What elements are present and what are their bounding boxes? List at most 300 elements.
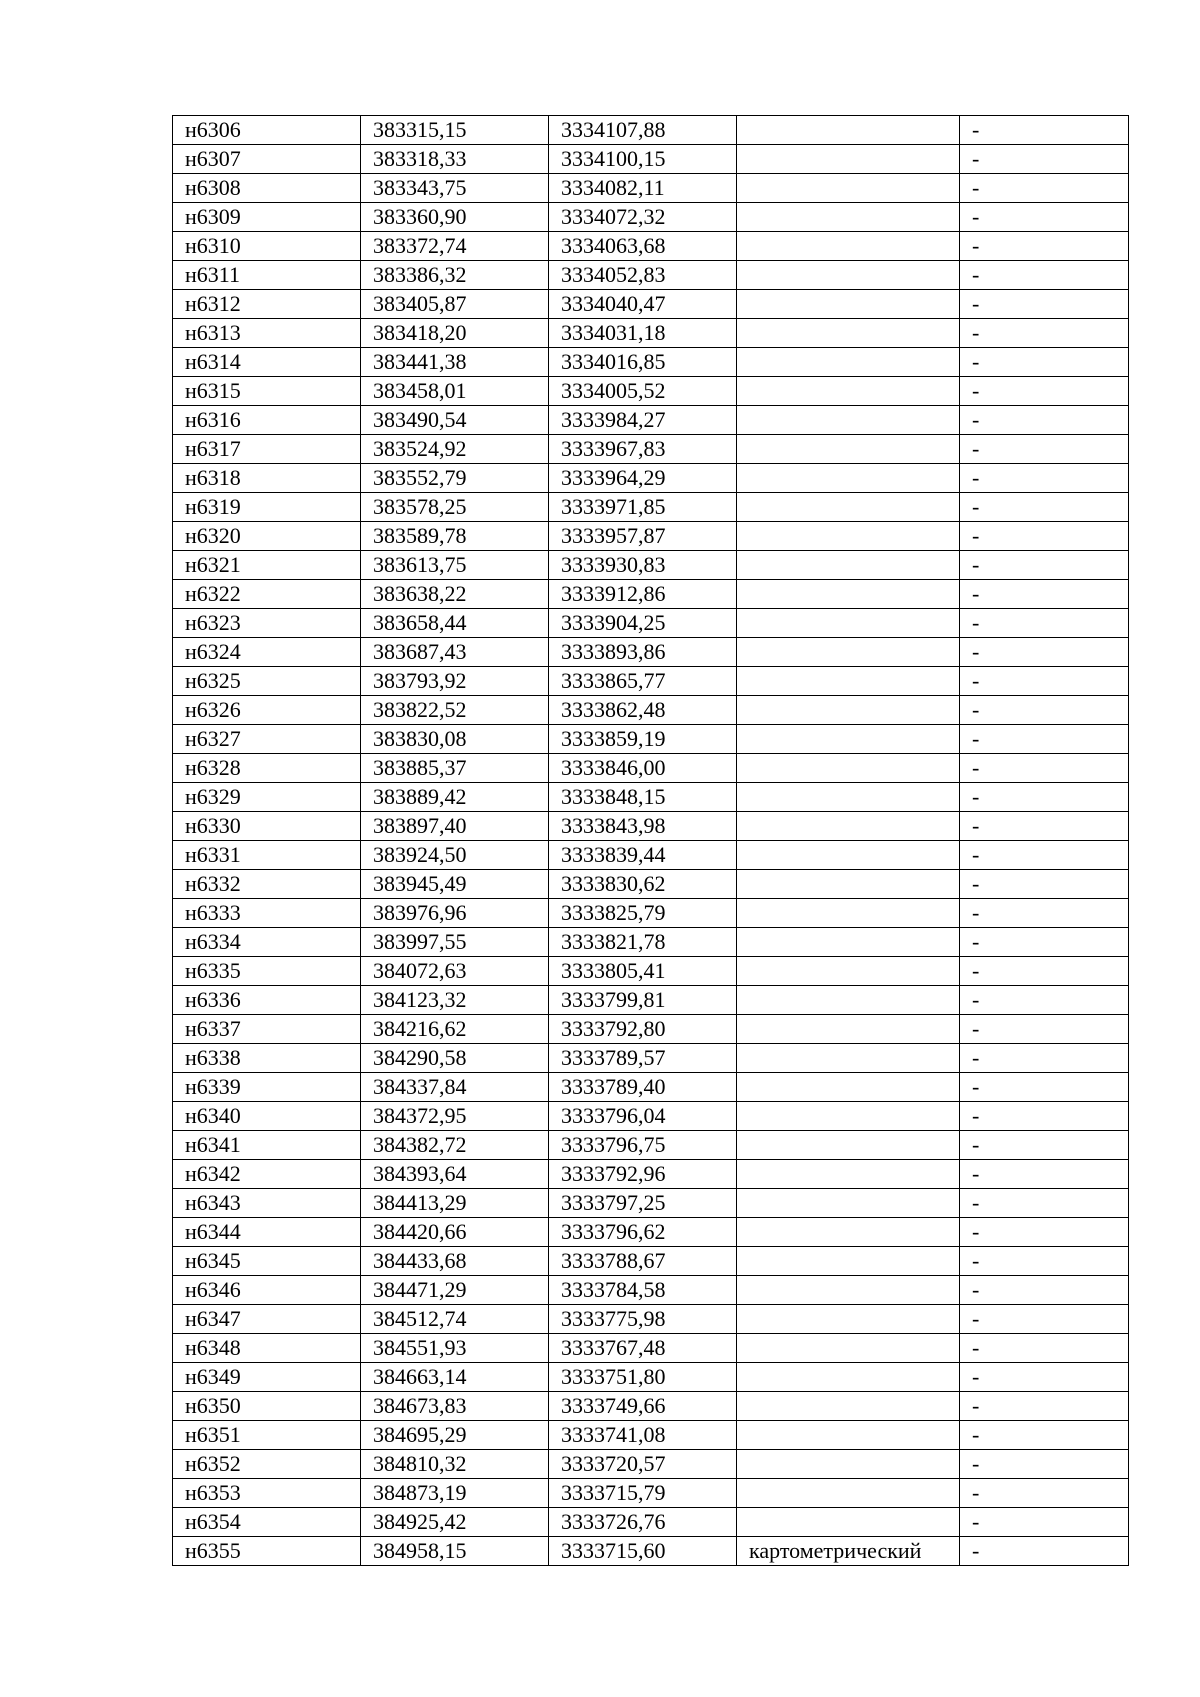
error-cell: - bbox=[960, 1247, 1129, 1276]
y-coordinate-cell: 3333964,29 bbox=[549, 464, 737, 493]
x-coordinate-cell: 384413,29 bbox=[361, 1189, 549, 1218]
table-row bbox=[173, 870, 1129, 899]
x-coordinate-cell: 383897,40 bbox=[361, 812, 549, 841]
error-cell: - bbox=[960, 725, 1129, 754]
point-id-cell: н6311 bbox=[173, 261, 361, 290]
table-row bbox=[173, 1421, 1129, 1450]
table-row bbox=[173, 1450, 1129, 1479]
x-coordinate-cell: 383976,96 bbox=[361, 899, 549, 928]
y-coordinate-cell: 3333797,25 bbox=[549, 1189, 737, 1218]
y-coordinate-cell: 3333930,83 bbox=[549, 551, 737, 580]
method-cell bbox=[737, 464, 960, 493]
error-cell: - bbox=[960, 870, 1129, 899]
table-row bbox=[173, 1247, 1129, 1276]
x-coordinate-cell: 384873,19 bbox=[361, 1479, 549, 1508]
point-id-cell: н6351 bbox=[173, 1421, 361, 1450]
x-coordinate-cell: 384810,32 bbox=[361, 1450, 549, 1479]
x-coordinate-cell: 383997,55 bbox=[361, 928, 549, 957]
y-coordinate-cell: 3333859,19 bbox=[549, 725, 737, 754]
point-id-cell: н6337 bbox=[173, 1015, 361, 1044]
y-coordinate-cell: 3334052,83 bbox=[549, 261, 737, 290]
table-row bbox=[173, 435, 1129, 464]
y-coordinate-cell: 3333775,98 bbox=[549, 1305, 737, 1334]
y-coordinate-cell: 3333715,60 bbox=[549, 1537, 737, 1566]
table-row bbox=[173, 667, 1129, 696]
error-cell: - bbox=[960, 406, 1129, 435]
method-cell bbox=[737, 1508, 960, 1537]
method-cell bbox=[737, 493, 960, 522]
error-cell: - bbox=[960, 203, 1129, 232]
table-row bbox=[173, 1015, 1129, 1044]
method-cell bbox=[737, 203, 960, 232]
point-id-cell: н6355 bbox=[173, 1537, 361, 1566]
error-cell: - bbox=[960, 1276, 1129, 1305]
method-cell bbox=[737, 522, 960, 551]
table-row bbox=[173, 551, 1129, 580]
error-cell: - bbox=[960, 1334, 1129, 1363]
y-coordinate-cell: 3334040,47 bbox=[549, 290, 737, 319]
point-id-cell: н6338 bbox=[173, 1044, 361, 1073]
table-row bbox=[173, 928, 1129, 957]
table-row bbox=[173, 1102, 1129, 1131]
x-coordinate-cell: 384123,32 bbox=[361, 986, 549, 1015]
table-row bbox=[173, 261, 1129, 290]
point-id-cell: н6323 bbox=[173, 609, 361, 638]
table-row bbox=[173, 174, 1129, 203]
point-id-cell: н6331 bbox=[173, 841, 361, 870]
y-coordinate-cell: 3333796,62 bbox=[549, 1218, 737, 1247]
point-id-cell: н6354 bbox=[173, 1508, 361, 1537]
table-row bbox=[173, 319, 1129, 348]
error-cell: - bbox=[960, 1131, 1129, 1160]
error-cell: - bbox=[960, 609, 1129, 638]
error-cell: - bbox=[960, 986, 1129, 1015]
x-coordinate-cell: 384290,58 bbox=[361, 1044, 549, 1073]
method-cell bbox=[737, 1044, 960, 1073]
method-cell bbox=[737, 290, 960, 319]
y-coordinate-cell: 3334005,52 bbox=[549, 377, 737, 406]
method-cell bbox=[737, 232, 960, 261]
method-cell bbox=[737, 174, 960, 203]
point-id-cell: н6317 bbox=[173, 435, 361, 464]
method-cell bbox=[737, 319, 960, 348]
y-coordinate-cell: 3333848,15 bbox=[549, 783, 737, 812]
table-row bbox=[173, 116, 1129, 145]
x-coordinate-cell: 383318,33 bbox=[361, 145, 549, 174]
point-id-cell: н6324 bbox=[173, 638, 361, 667]
y-coordinate-cell: 3333792,80 bbox=[549, 1015, 737, 1044]
x-coordinate-cell: 383793,92 bbox=[361, 667, 549, 696]
y-coordinate-cell: 3333984,27 bbox=[549, 406, 737, 435]
point-id-cell: н6339 bbox=[173, 1073, 361, 1102]
error-cell: - bbox=[960, 493, 1129, 522]
method-cell bbox=[737, 261, 960, 290]
method-cell bbox=[737, 1305, 960, 1334]
point-id-cell: н6341 bbox=[173, 1131, 361, 1160]
method-cell bbox=[737, 1247, 960, 1276]
point-id-cell: н6349 bbox=[173, 1363, 361, 1392]
point-id-cell: н6342 bbox=[173, 1160, 361, 1189]
y-coordinate-cell: 3333971,85 bbox=[549, 493, 737, 522]
point-id-cell: н6332 bbox=[173, 870, 361, 899]
table-row bbox=[173, 493, 1129, 522]
error-cell: - bbox=[960, 899, 1129, 928]
x-coordinate-cell: 384420,66 bbox=[361, 1218, 549, 1247]
error-cell: - bbox=[960, 435, 1129, 464]
method-cell bbox=[737, 406, 960, 435]
method-cell bbox=[737, 667, 960, 696]
table-row bbox=[173, 1131, 1129, 1160]
table-row bbox=[173, 638, 1129, 667]
point-id-cell: н6329 bbox=[173, 783, 361, 812]
x-coordinate-cell: 383343,75 bbox=[361, 174, 549, 203]
point-id-cell: н6328 bbox=[173, 754, 361, 783]
x-coordinate-cell: 383687,43 bbox=[361, 638, 549, 667]
method-cell bbox=[737, 1392, 960, 1421]
y-coordinate-cell: 3333912,86 bbox=[549, 580, 737, 609]
y-coordinate-cell: 3334031,18 bbox=[549, 319, 737, 348]
point-id-cell: н6345 bbox=[173, 1247, 361, 1276]
table-row bbox=[173, 290, 1129, 319]
point-id-cell: н6321 bbox=[173, 551, 361, 580]
point-id-cell: н6312 bbox=[173, 290, 361, 319]
method-cell bbox=[737, 928, 960, 957]
x-coordinate-cell: 384551,93 bbox=[361, 1334, 549, 1363]
x-coordinate-cell: 383822,52 bbox=[361, 696, 549, 725]
x-coordinate-cell: 383405,87 bbox=[361, 290, 549, 319]
table-row bbox=[173, 580, 1129, 609]
point-id-cell: н6326 bbox=[173, 696, 361, 725]
y-coordinate-cell: 3334016,85 bbox=[549, 348, 737, 377]
method-cell bbox=[737, 870, 960, 899]
x-coordinate-cell: 383589,78 bbox=[361, 522, 549, 551]
x-coordinate-cell: 384663,14 bbox=[361, 1363, 549, 1392]
method-cell bbox=[737, 638, 960, 667]
x-coordinate-cell: 383552,79 bbox=[361, 464, 549, 493]
table-row bbox=[173, 1392, 1129, 1421]
y-coordinate-cell: 3333843,98 bbox=[549, 812, 737, 841]
error-cell: - bbox=[960, 464, 1129, 493]
y-coordinate-cell: 3333726,76 bbox=[549, 1508, 737, 1537]
table-row bbox=[173, 957, 1129, 986]
table-row bbox=[173, 203, 1129, 232]
table-row bbox=[173, 377, 1129, 406]
method-cell bbox=[737, 1479, 960, 1508]
error-cell: - bbox=[960, 928, 1129, 957]
method-cell bbox=[737, 1131, 960, 1160]
y-coordinate-cell: 3333893,86 bbox=[549, 638, 737, 667]
error-cell: - bbox=[960, 1421, 1129, 1450]
method-cell bbox=[737, 1363, 960, 1392]
point-id-cell: н6330 bbox=[173, 812, 361, 841]
point-id-cell: н6325 bbox=[173, 667, 361, 696]
point-id-cell: н6336 bbox=[173, 986, 361, 1015]
point-id-cell: н6315 bbox=[173, 377, 361, 406]
y-coordinate-cell: 3333839,44 bbox=[549, 841, 737, 870]
table-row bbox=[173, 609, 1129, 638]
error-cell: - bbox=[960, 145, 1129, 174]
point-id-cell: н6306 bbox=[173, 116, 361, 145]
x-coordinate-cell: 383372,74 bbox=[361, 232, 549, 261]
y-coordinate-cell: 3333789,57 bbox=[549, 1044, 737, 1073]
x-coordinate-cell: 383613,75 bbox=[361, 551, 549, 580]
y-coordinate-cell: 3334082,11 bbox=[549, 174, 737, 203]
x-coordinate-cell: 383418,20 bbox=[361, 319, 549, 348]
point-id-cell: н6313 bbox=[173, 319, 361, 348]
table-row bbox=[173, 406, 1129, 435]
x-coordinate-cell: 384393,64 bbox=[361, 1160, 549, 1189]
point-id-cell: н6348 bbox=[173, 1334, 361, 1363]
method-cell bbox=[737, 377, 960, 406]
x-coordinate-cell: 384512,74 bbox=[361, 1305, 549, 1334]
table-row bbox=[173, 812, 1129, 841]
x-coordinate-cell: 384958,15 bbox=[361, 1537, 549, 1566]
method-cell bbox=[737, 696, 960, 725]
x-coordinate-cell: 384216,62 bbox=[361, 1015, 549, 1044]
x-coordinate-cell: 383490,54 bbox=[361, 406, 549, 435]
method-cell bbox=[737, 1189, 960, 1218]
x-coordinate-cell: 383830,08 bbox=[361, 725, 549, 754]
table-row bbox=[173, 232, 1129, 261]
table-row bbox=[173, 754, 1129, 783]
y-coordinate-cell: 3333767,48 bbox=[549, 1334, 737, 1363]
table-row bbox=[173, 725, 1129, 754]
point-id-cell: н6310 bbox=[173, 232, 361, 261]
y-coordinate-cell: 3334100,15 bbox=[549, 145, 737, 174]
table-row bbox=[173, 1044, 1129, 1073]
error-cell: - bbox=[960, 1073, 1129, 1102]
error-cell: - bbox=[960, 783, 1129, 812]
point-id-cell: н6318 bbox=[173, 464, 361, 493]
table-row bbox=[173, 1160, 1129, 1189]
error-cell: - bbox=[960, 1479, 1129, 1508]
y-coordinate-cell: 3333792,96 bbox=[549, 1160, 737, 1189]
y-coordinate-cell: 3333904,25 bbox=[549, 609, 737, 638]
point-id-cell: н6319 bbox=[173, 493, 361, 522]
y-coordinate-cell: 3333796,04 bbox=[549, 1102, 737, 1131]
table-row bbox=[173, 1479, 1129, 1508]
y-coordinate-cell: 3334072,32 bbox=[549, 203, 737, 232]
error-cell: - bbox=[960, 1305, 1129, 1334]
error-cell: - bbox=[960, 841, 1129, 870]
y-coordinate-cell: 3333865,77 bbox=[549, 667, 737, 696]
y-coordinate-cell: 3333715,79 bbox=[549, 1479, 737, 1508]
error-cell: - bbox=[960, 1450, 1129, 1479]
error-cell: - bbox=[960, 522, 1129, 551]
method-cell bbox=[737, 754, 960, 783]
table-row bbox=[173, 145, 1129, 174]
method-cell bbox=[737, 1102, 960, 1131]
table-row bbox=[173, 1276, 1129, 1305]
error-cell: - bbox=[960, 957, 1129, 986]
method-cell bbox=[737, 1276, 960, 1305]
point-id-cell: н6350 bbox=[173, 1392, 361, 1421]
point-id-cell: н6346 bbox=[173, 1276, 361, 1305]
x-coordinate-cell: 383386,32 bbox=[361, 261, 549, 290]
x-coordinate-cell: 383360,90 bbox=[361, 203, 549, 232]
point-id-cell: н6343 bbox=[173, 1189, 361, 1218]
table-row bbox=[173, 1189, 1129, 1218]
x-coordinate-cell: 383945,49 bbox=[361, 870, 549, 899]
error-cell: - bbox=[960, 1189, 1129, 1218]
table-row bbox=[173, 348, 1129, 377]
y-coordinate-cell: 3333784,58 bbox=[549, 1276, 737, 1305]
method-cell bbox=[737, 1334, 960, 1363]
point-id-cell: н6316 bbox=[173, 406, 361, 435]
table-row bbox=[173, 464, 1129, 493]
error-cell: - bbox=[960, 348, 1129, 377]
method-cell bbox=[737, 551, 960, 580]
table-row bbox=[173, 1537, 1129, 1566]
coordinates-table bbox=[172, 115, 1129, 1566]
y-coordinate-cell: 3333821,78 bbox=[549, 928, 737, 957]
point-id-cell: н6347 bbox=[173, 1305, 361, 1334]
error-cell: - bbox=[960, 1363, 1129, 1392]
x-coordinate-cell: 383524,92 bbox=[361, 435, 549, 464]
table-row bbox=[173, 986, 1129, 1015]
point-id-cell: н6314 bbox=[173, 348, 361, 377]
table-row bbox=[173, 696, 1129, 725]
y-coordinate-cell: 3334107,88 bbox=[549, 116, 737, 145]
y-coordinate-cell: 3333862,48 bbox=[549, 696, 737, 725]
table-row bbox=[173, 841, 1129, 870]
x-coordinate-cell: 384925,42 bbox=[361, 1508, 549, 1537]
point-id-cell: н6352 bbox=[173, 1450, 361, 1479]
x-coordinate-cell: 384433,68 bbox=[361, 1247, 549, 1276]
method-cell bbox=[737, 1421, 960, 1450]
x-coordinate-cell: 383638,22 bbox=[361, 580, 549, 609]
table-row bbox=[173, 1363, 1129, 1392]
x-coordinate-cell: 384072,63 bbox=[361, 957, 549, 986]
table-row bbox=[173, 1334, 1129, 1363]
table-row bbox=[173, 522, 1129, 551]
error-cell: - bbox=[960, 1015, 1129, 1044]
error-cell: - bbox=[960, 638, 1129, 667]
x-coordinate-cell: 383315,15 bbox=[361, 116, 549, 145]
error-cell: - bbox=[960, 754, 1129, 783]
method-cell bbox=[737, 1450, 960, 1479]
method-cell bbox=[737, 116, 960, 145]
y-coordinate-cell: 3334063,68 bbox=[549, 232, 737, 261]
y-coordinate-cell: 3333720,57 bbox=[549, 1450, 737, 1479]
error-cell: - bbox=[960, 812, 1129, 841]
error-cell: - bbox=[960, 232, 1129, 261]
method-cell bbox=[737, 725, 960, 754]
method-cell bbox=[737, 1073, 960, 1102]
method-cell bbox=[737, 609, 960, 638]
y-coordinate-cell: 3333796,75 bbox=[549, 1131, 737, 1160]
error-cell: - bbox=[960, 667, 1129, 696]
method-cell: картометрический bbox=[737, 1537, 960, 1566]
y-coordinate-cell: 3333789,40 bbox=[549, 1073, 737, 1102]
method-cell bbox=[737, 812, 960, 841]
error-cell: - bbox=[960, 551, 1129, 580]
table-row bbox=[173, 1508, 1129, 1537]
y-coordinate-cell: 3333799,81 bbox=[549, 986, 737, 1015]
error-cell: - bbox=[960, 174, 1129, 203]
coordinates-table-body bbox=[173, 116, 1129, 1566]
error-cell: - bbox=[960, 1044, 1129, 1073]
point-id-cell: н6309 bbox=[173, 203, 361, 232]
y-coordinate-cell: 3333846,00 bbox=[549, 754, 737, 783]
method-cell bbox=[737, 783, 960, 812]
error-cell: - bbox=[960, 1392, 1129, 1421]
point-id-cell: н6320 bbox=[173, 522, 361, 551]
method-cell bbox=[737, 348, 960, 377]
x-coordinate-cell: 383658,44 bbox=[361, 609, 549, 638]
error-cell: - bbox=[960, 290, 1129, 319]
error-cell: - bbox=[960, 116, 1129, 145]
table-row bbox=[173, 783, 1129, 812]
method-cell bbox=[737, 1218, 960, 1247]
y-coordinate-cell: 3333749,66 bbox=[549, 1392, 737, 1421]
x-coordinate-cell: 384337,84 bbox=[361, 1073, 549, 1102]
x-coordinate-cell: 383441,38 bbox=[361, 348, 549, 377]
point-id-cell: н6334 bbox=[173, 928, 361, 957]
y-coordinate-cell: 3333957,87 bbox=[549, 522, 737, 551]
x-coordinate-cell: 384471,29 bbox=[361, 1276, 549, 1305]
x-coordinate-cell: 384382,72 bbox=[361, 1131, 549, 1160]
method-cell bbox=[737, 957, 960, 986]
error-cell: - bbox=[960, 1508, 1129, 1537]
method-cell bbox=[737, 1015, 960, 1044]
point-id-cell: н6308 bbox=[173, 174, 361, 203]
x-coordinate-cell: 383578,25 bbox=[361, 493, 549, 522]
method-cell bbox=[737, 435, 960, 464]
y-coordinate-cell: 3333805,41 bbox=[549, 957, 737, 986]
y-coordinate-cell: 3333967,83 bbox=[549, 435, 737, 464]
method-cell bbox=[737, 841, 960, 870]
point-id-cell: н6327 bbox=[173, 725, 361, 754]
x-coordinate-cell: 384372,95 bbox=[361, 1102, 549, 1131]
x-coordinate-cell: 384695,29 bbox=[361, 1421, 549, 1450]
table-row bbox=[173, 1305, 1129, 1334]
x-coordinate-cell: 383885,37 bbox=[361, 754, 549, 783]
error-cell: - bbox=[960, 1160, 1129, 1189]
point-id-cell: н6353 bbox=[173, 1479, 361, 1508]
method-cell bbox=[737, 580, 960, 609]
method-cell bbox=[737, 145, 960, 174]
table-row bbox=[173, 1073, 1129, 1102]
point-id-cell: н6335 bbox=[173, 957, 361, 986]
error-cell: - bbox=[960, 696, 1129, 725]
error-cell: - bbox=[960, 319, 1129, 348]
x-coordinate-cell: 383889,42 bbox=[361, 783, 549, 812]
method-cell bbox=[737, 899, 960, 928]
y-coordinate-cell: 3333830,62 bbox=[549, 870, 737, 899]
y-coordinate-cell: 3333788,67 bbox=[549, 1247, 737, 1276]
x-coordinate-cell: 383924,50 bbox=[361, 841, 549, 870]
y-coordinate-cell: 3333741,08 bbox=[549, 1421, 737, 1450]
y-coordinate-cell: 3333751,80 bbox=[549, 1363, 737, 1392]
error-cell: - bbox=[960, 1218, 1129, 1247]
method-cell bbox=[737, 1160, 960, 1189]
error-cell: - bbox=[960, 377, 1129, 406]
method-cell bbox=[737, 986, 960, 1015]
table-row bbox=[173, 899, 1129, 928]
point-id-cell: н6322 bbox=[173, 580, 361, 609]
error-cell: - bbox=[960, 261, 1129, 290]
point-id-cell: н6307 bbox=[173, 145, 361, 174]
x-coordinate-cell: 383458,01 bbox=[361, 377, 549, 406]
point-id-cell: н6340 bbox=[173, 1102, 361, 1131]
x-coordinate-cell: 384673,83 bbox=[361, 1392, 549, 1421]
point-id-cell: н6333 bbox=[173, 899, 361, 928]
y-coordinate-cell: 3333825,79 bbox=[549, 899, 737, 928]
point-id-cell: н6344 bbox=[173, 1218, 361, 1247]
error-cell: - bbox=[960, 1102, 1129, 1131]
error-cell: - bbox=[960, 1537, 1129, 1566]
